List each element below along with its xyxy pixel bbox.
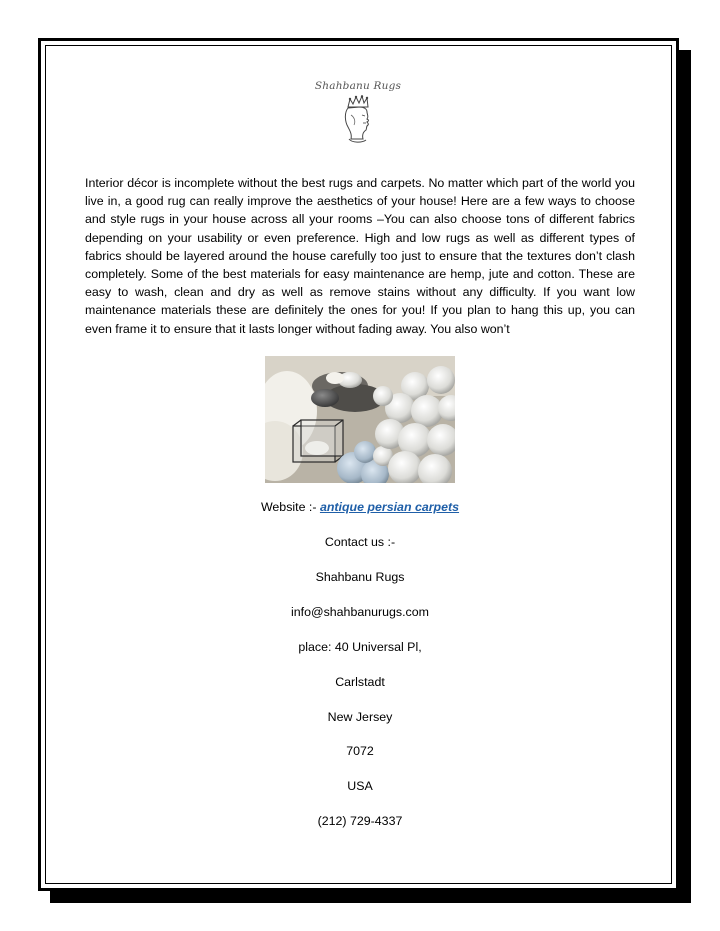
country-text: USA bbox=[347, 779, 373, 793]
yarn-balls-photo bbox=[265, 356, 455, 483]
queen-head-crown-icon bbox=[336, 95, 380, 147]
phone-text: (212) 729-4337 bbox=[317, 814, 403, 828]
city-text: Carlstadt bbox=[335, 675, 385, 689]
website-line bbox=[60, 500, 660, 514]
email-text: info@shahbanurugs.com bbox=[291, 605, 429, 619]
company-name: Shahbanu Rugs bbox=[315, 570, 405, 584]
article-paragraph: Interior décor is incomplete without the best rugs and carpets. No matter which part of the world you live in, a good rug can really improve the aesthetics of your house! Here are a few ways to choose and style rugs in your house across all your rooms –You can also choose tons of different fabrics depending on your usability or even preference. High and low rugs as well as different types of fabrics should be layered around the house carefully too just to ensure that the textures don’t clash completely. Some of the best materials for easy maintenance are hemp, jute and cotton. These are easy to wash, clean and dry as well as remove stains without any difficulty. If you want low maintenance materials these are definitely the ones for you! If you plan to hang this up, you can even frame it to ensure that it lasts longer without fading away. You also won’t bbox=[85, 176, 635, 336]
brand-logo bbox=[308, 80, 408, 152]
place-text: place: 40 Universal Pl, bbox=[298, 640, 422, 654]
website-link[interactable]: antique persian carpets bbox=[319, 500, 460, 514]
state-text: New Jersey bbox=[327, 710, 393, 724]
logo-text: Shahbanu Rugs bbox=[314, 80, 402, 92]
zip-text: 7072 bbox=[346, 744, 374, 758]
website-label: Website :- bbox=[260, 500, 320, 514]
contact-label: Contact us :- bbox=[324, 535, 396, 549]
